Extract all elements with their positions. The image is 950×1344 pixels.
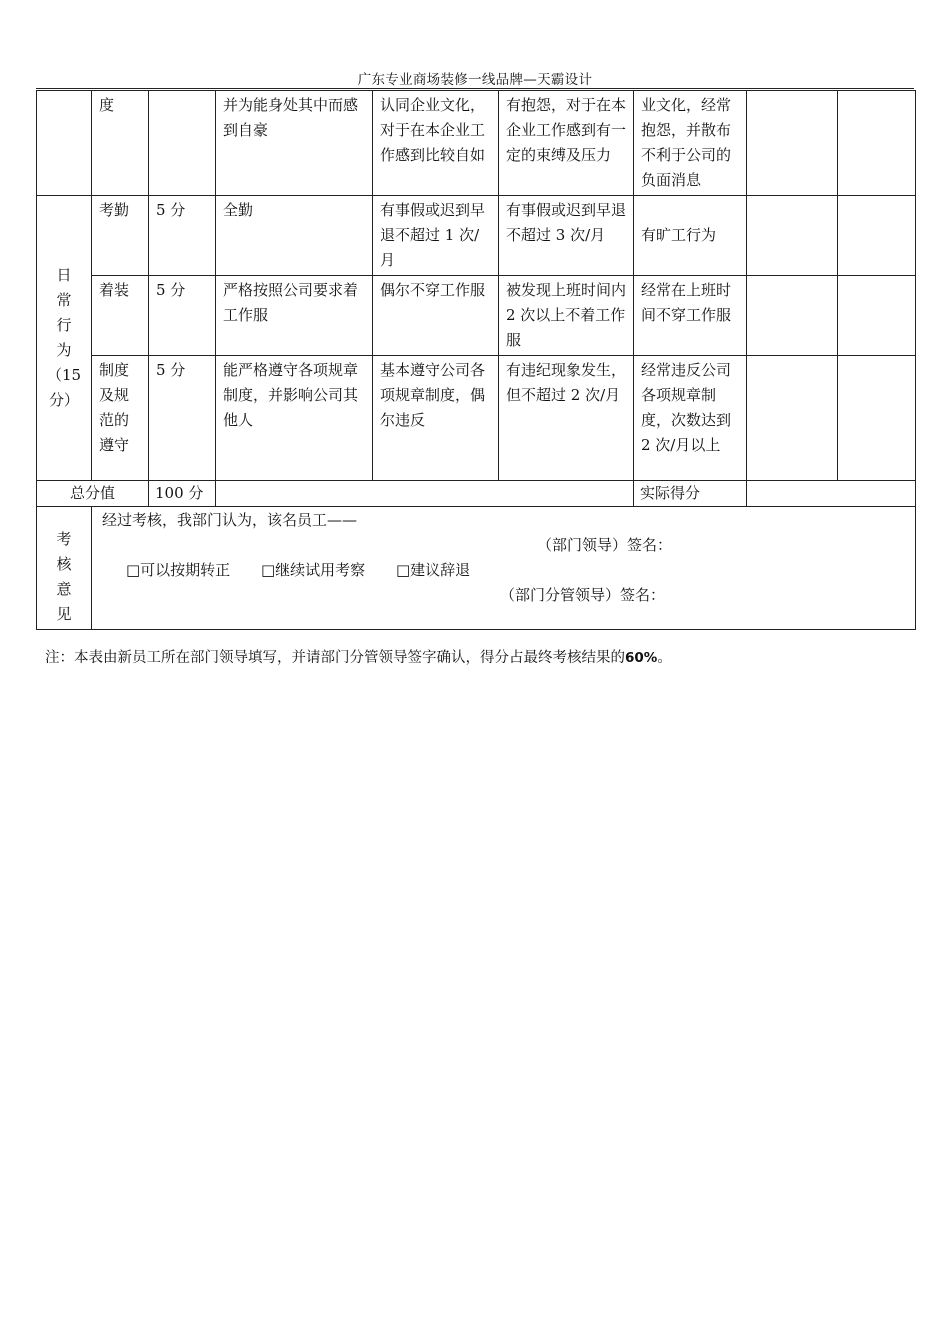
- good-cell: 偶尔不穿工作服: [373, 276, 499, 356]
- table-row-total: [37, 481, 916, 507]
- page-header: 广东专业商场装修一线品牌—天霸设计: [357, 72, 593, 88]
- opinion-cell: [92, 507, 916, 630]
- fair-cell: 有事假或迟到早退不超过 3 次/月: [499, 196, 634, 276]
- opinion-label: 考 核 意 见: [56, 530, 72, 623]
- good-cell: 基本遵守公司各项规章制度，偶尔违反: [373, 356, 499, 481]
- poor-cell: 经常违反公司各项规章制度，次数达到 2 次/月以上: [634, 356, 747, 481]
- item-cell: 度: [92, 91, 149, 196]
- table-row-opinion: [37, 507, 916, 630]
- opinion-options: [126, 558, 496, 583]
- fair-cell: 有抱怨，对于在本企业工作感到有一定的束缚及压力: [499, 91, 634, 196]
- fair-cell: 有违纪现象发生，但不超过 2 次/月: [499, 356, 634, 481]
- poor-cell: 业文化，经常抱怨，并散布不利于公司的负面消息: [634, 91, 747, 196]
- excellent-cell: 能严格遵守各项规章制度，并影响公司其他人: [216, 356, 373, 481]
- actual-score-cell[interactable]: [838, 91, 916, 196]
- good-cell: 认同企业文化，对于在本企业工作感到比较自如: [373, 91, 499, 196]
- poor-cell: 有旷工行为: [634, 196, 747, 276]
- good-cell: 有事假或迟到早退不超过 1 次/月: [373, 196, 499, 276]
- actual-score-cell[interactable]: [838, 196, 916, 276]
- footnote-percent: 60%: [625, 650, 658, 666]
- option-confirm-checkbox[interactable]: □可以按期转正: [126, 561, 231, 579]
- category-cell: [37, 196, 92, 481]
- footnote-text: 注：本表由新员工所在部门领导填写，并请部门分管领导签字确认，得分占最终考核结果的: [45, 650, 625, 666]
- table-row-attendance: [37, 196, 916, 276]
- category-cell-empty: [37, 91, 92, 196]
- option-dismiss-checkbox[interactable]: □建议辞退: [395, 561, 471, 579]
- actual-total-label: 实际得分: [634, 481, 747, 507]
- actual-total-value[interactable]: [747, 481, 916, 507]
- total-value: 100 分: [149, 481, 216, 507]
- item-cell: 制度及规范的遵守: [92, 356, 149, 481]
- total-blank-cell: [216, 481, 634, 507]
- score-cell: 5 分: [149, 356, 216, 481]
- dept-leader-signature[interactable]: （部门领导）签名：: [537, 536, 673, 554]
- score-cell: [149, 91, 216, 196]
- actual-score-cell[interactable]: [838, 356, 916, 481]
- excellent-cell: 严格按照公司要求着工作服: [216, 276, 373, 356]
- opinion-intro: 经过考核，我部门认为，该名员工——: [102, 511, 358, 529]
- self-score-cell[interactable]: [747, 276, 838, 356]
- self-score-cell[interactable]: [747, 91, 838, 196]
- item-cell: 着装: [92, 276, 149, 356]
- table-row-culture: [37, 91, 916, 196]
- self-score-cell[interactable]: [747, 196, 838, 276]
- header-rule: [36, 88, 914, 89]
- evaluation-table: [36, 90, 916, 630]
- table-row-rules: [37, 356, 916, 481]
- self-score-cell[interactable]: [747, 356, 838, 481]
- footnote-end: 。: [657, 650, 672, 666]
- footnote: [45, 647, 672, 669]
- score-cell: 5 分: [149, 276, 216, 356]
- total-label: 总分值: [37, 481, 149, 507]
- option-extend-checkbox[interactable]: □继续试用考察: [260, 561, 366, 579]
- excellent-cell: 全勤: [216, 196, 373, 276]
- actual-score-cell[interactable]: [838, 276, 916, 356]
- table-row-dress: [37, 276, 916, 356]
- manager-signature[interactable]: （部门分管领导）签名：: [500, 586, 666, 604]
- excellent-cell: 并为能身处其中而感到自豪: [216, 91, 373, 196]
- opinion-label-cell: [37, 507, 92, 630]
- item-cell: 考勤: [92, 196, 149, 276]
- poor-cell: 经常在上班时间不穿工作服: [634, 276, 747, 356]
- category-label: 日 常 行 为 （15 分）: [46, 266, 82, 409]
- fair-cell: 被发现上班时间内 2 次以上不着工作服: [499, 276, 634, 356]
- score-cell: 5 分: [149, 196, 216, 276]
